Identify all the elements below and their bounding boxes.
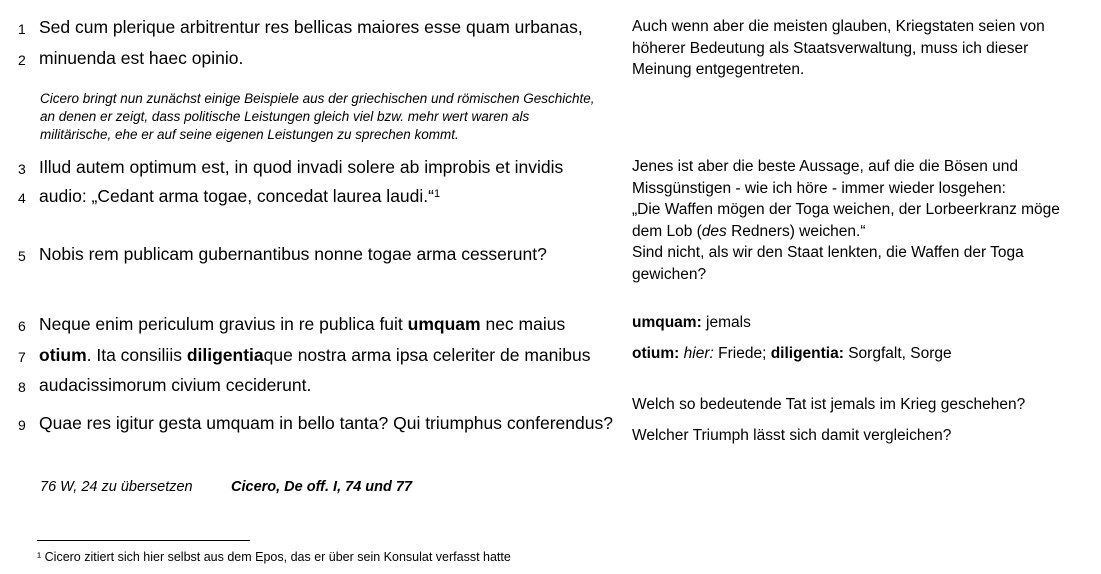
keyword-otium: otium bbox=[39, 345, 87, 365]
source-reference: Cicero, De off. I, 74 und 77 bbox=[231, 479, 413, 495]
vocab-diligentia-term: diligentia: bbox=[770, 345, 844, 362]
translation-2-line-1: Jenes ist aber die beste Aussage, auf die die Bösen und Missgünstigen - wie ich höre - immer wieder losgehen: bbox=[632, 158, 1019, 197]
vocab-otium-meaning: Friede; bbox=[713, 345, 767, 362]
latin-line-3: Illud autem optimum est, in quod invadi solere ab improbis et invidis bbox=[39, 157, 564, 177]
footnote-divider bbox=[37, 540, 250, 541]
latin-line-2: minuenda est haec opinio. bbox=[39, 48, 244, 68]
line-number: 3 bbox=[18, 161, 26, 177]
keyword-umquam: umquam bbox=[407, 314, 481, 334]
line-number: 7 bbox=[18, 349, 26, 365]
translation-2-line-2 bbox=[632, 199, 1087, 242]
translation-3: Sind nicht, als wir den Staat lenkten, die Waffen der Toga gewichen? bbox=[632, 244, 1024, 283]
translation-2 bbox=[632, 156, 1087, 285]
vocab-otium-term: otium: bbox=[632, 345, 680, 362]
vocab-umquam-term: umquam: bbox=[632, 314, 702, 331]
footnote-marker: 1 bbox=[433, 188, 441, 201]
vocab-umquam-meaning: jemals bbox=[701, 314, 751, 331]
latin-line-7-post: que nostra arma ipsa celeriter de manibus bbox=[263, 345, 591, 365]
latin-line-8: audacissimorum civium ceciderunt. bbox=[39, 375, 312, 395]
line-number: 8 bbox=[18, 379, 26, 395]
line-number: 2 bbox=[18, 52, 26, 68]
translation-4: Welch so bedeutende Tat ist jemals im Krieg geschehen? bbox=[632, 396, 1026, 413]
line-number: 6 bbox=[18, 318, 26, 334]
line-number: 5 bbox=[18, 248, 26, 264]
latin-line-7-mid: . Ita consiliis bbox=[86, 345, 187, 365]
translation-2-line-2-b: Redners) weichen.“ bbox=[726, 222, 866, 240]
translation-2-italic: des bbox=[701, 222, 727, 240]
vocab-otium-hint: hier: bbox=[683, 345, 714, 362]
translation-5: Welcher Triumph lässt sich damit vergleichen? bbox=[632, 427, 952, 444]
latin-line-5: Nobis rem publicam gubernantibus nonne togae arma cesserunt? bbox=[39, 244, 547, 264]
word-count: 76 W, 24 zu übersetzen bbox=[40, 479, 193, 495]
latin-line-4-text: audio: „Cedant arma togae, concedat laurea laudi.“ bbox=[39, 186, 434, 206]
vocab-diligentia-meaning: Sorgfalt, Sorge bbox=[843, 345, 952, 362]
latin-line-6-pre: Neque enim periculum gravius in re publica fuit bbox=[39, 314, 408, 334]
latin-line-6-post: nec maius bbox=[480, 314, 566, 334]
keyword-diligentia: diligentia bbox=[186, 345, 264, 365]
vocab-otium-diligentia bbox=[632, 343, 952, 365]
line-number: 4 bbox=[18, 190, 26, 206]
translation-1: Auch wenn aber die meisten glauben, Kriegstaten seien von höherer Bedeutung als Staatsverwaltung, muss ich dieser Meinung entgegentreten. bbox=[632, 18, 1045, 78]
footnote: ¹ Cicero zitiert sich hier selbst aus dem Epos, das er über sein Konsulat verfasst hatte bbox=[37, 550, 511, 564]
line-number: 9 bbox=[18, 417, 26, 433]
latin-line-7 bbox=[39, 345, 590, 366]
latin-line-1: Sed cum plerique arbitrentur res bellicas maiores esse quam urbanas, bbox=[39, 17, 583, 37]
latin-line-9: Quae res igitur gesta umquam in bello tanta? Qui triumphus conferendus? bbox=[39, 413, 613, 433]
latin-line-6 bbox=[39, 314, 565, 335]
context-note: Cicero bringt nun zunächst einige Beispiele aus der griechischen und römischen Geschichte, an denen er zeigt, dass politische Leistungen gleich viel bzw. mehr wert waren als militärische, ehe er auf seine eigenen Leistungen zu sprechen kommt. bbox=[40, 91, 595, 142]
latin-line-4 bbox=[39, 186, 440, 207]
line-number: 1 bbox=[18, 21, 26, 37]
translation-2-line-2-a: „Die Waffen mögen der Toga weichen, der Lorbeerkranz möge dem Lob ( bbox=[632, 201, 1060, 240]
vocab-umquam bbox=[632, 312, 751, 334]
